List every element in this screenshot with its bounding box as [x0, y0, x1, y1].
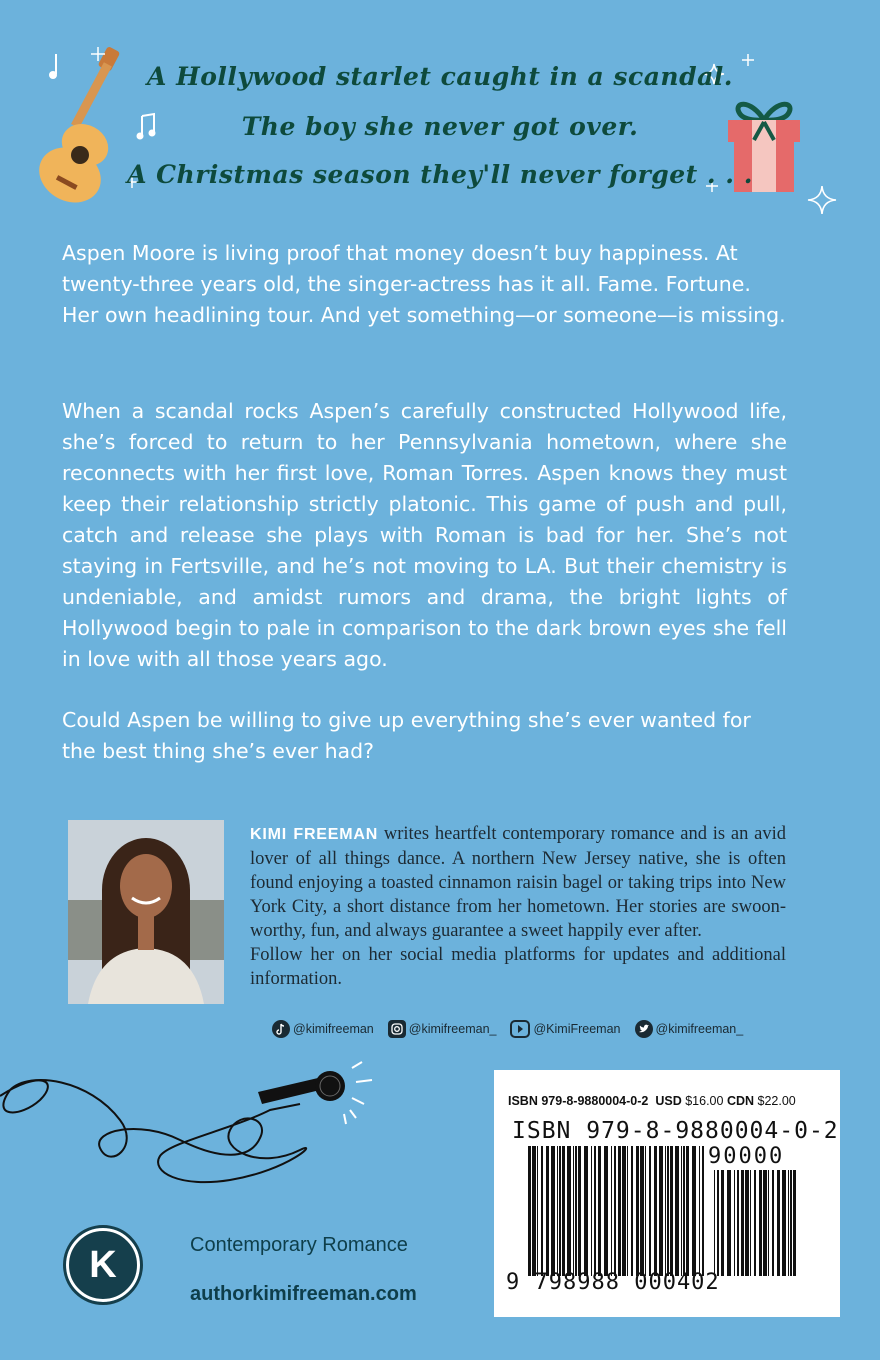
tiktok-icon	[272, 1020, 290, 1038]
barcode-bar	[584, 1146, 588, 1276]
barcode-bar	[551, 1146, 555, 1276]
barcode-bar	[675, 1146, 679, 1276]
social-tiktok[interactable]	[272, 1020, 374, 1038]
barcode-bar	[537, 1146, 538, 1276]
barcode-bar	[591, 1146, 592, 1276]
tiktok-handle: @kimifreeman	[293, 1022, 374, 1036]
cdn-price: $22.00	[757, 1094, 796, 1108]
twitter-handle: @kimifreeman_	[655, 1022, 744, 1036]
author-name: KIMI FREEMAN	[250, 826, 379, 843]
barcode-bar	[793, 1170, 796, 1276]
barcode-bar	[631, 1146, 633, 1276]
barcode-bar	[759, 1170, 762, 1276]
barcode-bar	[692, 1146, 696, 1276]
barcode-bar	[717, 1170, 719, 1276]
barcode-bar	[649, 1146, 651, 1276]
price-line	[508, 1094, 796, 1108]
barcode-bar	[714, 1170, 715, 1276]
usd-label: USD	[655, 1094, 682, 1108]
barcode-bar	[670, 1146, 673, 1276]
youtube-icon	[510, 1020, 530, 1038]
barcode-bar	[741, 1170, 744, 1276]
barcode-bar	[618, 1146, 621, 1276]
barcode-bar	[768, 1170, 769, 1276]
barcode-bar	[557, 1146, 558, 1276]
barcode-bar	[575, 1146, 577, 1276]
barcode-bar	[667, 1146, 669, 1276]
sparkle-icon	[88, 44, 108, 64]
barcode-bar	[622, 1146, 626, 1276]
barcode-bar	[737, 1170, 739, 1276]
barcode-bar	[546, 1146, 549, 1276]
youtube-handle: @KimiFreeman	[533, 1022, 621, 1036]
barcode-bar	[562, 1146, 565, 1276]
social-youtube[interactable]	[510, 1020, 620, 1038]
barcode-bar	[750, 1170, 751, 1276]
barcode-bar	[578, 1146, 581, 1276]
barcode-bar	[686, 1146, 689, 1276]
barcode-bar	[699, 1146, 700, 1276]
barcode-supplement-bars	[714, 1170, 798, 1276]
twitter-icon	[635, 1020, 653, 1038]
barcode-bar	[681, 1146, 682, 1276]
tagline-line-1: A Hollywood starlet caught in a scandal.	[147, 62, 733, 91]
barcode-bar	[559, 1146, 561, 1276]
barcode-bar	[745, 1170, 749, 1276]
barcode-bar	[772, 1170, 774, 1276]
social-links	[272, 1020, 743, 1038]
barcode-bar	[604, 1146, 608, 1276]
barcode-bar	[528, 1146, 531, 1276]
instagram-icon	[388, 1020, 406, 1038]
barcode-bar	[665, 1146, 666, 1276]
barcode-main	[528, 1146, 708, 1276]
author-bio-text: writes heartfelt contemporary romance and is an avid lover of all things dance. A northern New Jersey native, she is often found enjoying a toasted cinnamon raisin bagel or taking trips into New York City, a short distance from her hometown. Her stories are swoon-worthy, fun, and always guarantee a sweet happily ever after.	[250, 824, 786, 941]
barcode-bar	[721, 1170, 724, 1276]
social-instagram[interactable]	[388, 1020, 497, 1038]
barcode-bar	[788, 1170, 789, 1276]
barcode-bar	[659, 1146, 663, 1276]
barcode-bar	[790, 1170, 792, 1276]
barcode-bar	[541, 1146, 543, 1276]
barcode-bar	[598, 1146, 601, 1276]
tagline-line-3: A Christmas season they'll never forget . . .	[127, 160, 753, 189]
barcode-bar	[734, 1170, 735, 1276]
instagram-handle: @kimifreeman_	[408, 1022, 497, 1036]
barcode-bar	[532, 1146, 536, 1276]
genre-label: Contemporary Romance	[190, 1234, 408, 1256]
barcode-isbn-text: ISBN 979-8-9880004-0-2	[512, 1118, 839, 1144]
barcode-supplement: 90000	[708, 1144, 785, 1169]
author-photo	[68, 820, 224, 1004]
cdn-label: CDN	[726, 1094, 755, 1108]
barcode-bar	[763, 1170, 767, 1276]
barcode-bar	[782, 1170, 786, 1276]
tagline-line-2: The boy she never got over.	[241, 112, 639, 141]
barcode-bar	[777, 1170, 780, 1276]
barcode-box	[494, 1070, 840, 1317]
microphone-icon	[0, 1060, 400, 1200]
barcode-bar	[573, 1146, 574, 1276]
barcode-bar	[654, 1146, 657, 1276]
author-follow-text: Follow her on her social media platforms for updates and additional information.	[250, 945, 786, 989]
publisher-logo: K	[66, 1228, 140, 1302]
barcode-ean: 9 798988 000402	[506, 1270, 720, 1295]
price-isbn: ISBN 979-8-9880004-0-2	[508, 1094, 649, 1108]
barcode-bar	[683, 1146, 685, 1276]
usd-price: $16.00	[685, 1094, 724, 1108]
barcode-bar	[640, 1146, 644, 1276]
blurb-paragraph-2: When a scandal rocks Aspen’s carefully constructed Hollywood life, she’s forced to return to her Pennsylvania hometown, where she reconnects with her first love, Roman Torres. Aspen knows they must keep their relationship strictly platonic. This game of push and pull, catch and release she plays with Roman is bad for her. She’s not staying in Fertsville, and he’s not moving to LA. But their chemistry is undeniable, and amidst rumors and drama, the bright lights of Hollywood begin to pale in comparison to the dark brown eyes she fell in love with all those years ago.	[62, 399, 787, 671]
barcode-bar	[611, 1146, 612, 1276]
blurb-paragraph-1: Aspen Moore is living proof that money doesn’t buy happiness. At twenty-three years old, the singer-actress has it all. Fame. Fortune. Her own headlining tour. And yet something—or someone—is missing.	[62, 241, 786, 327]
barcode-bar	[627, 1146, 628, 1276]
barcode-bar	[594, 1146, 596, 1276]
social-twitter[interactable]	[635, 1020, 744, 1038]
barcode-bar	[727, 1170, 731, 1276]
barcode-bar	[702, 1146, 704, 1276]
blurb-paragraph-3: Could Aspen be willing to give up everything she’s ever wanted for the best thing she’s ever had?	[62, 708, 751, 763]
author-bio	[250, 822, 786, 991]
barcode-bar	[614, 1146, 616, 1276]
website-link[interactable]: authorkimifreeman.com	[190, 1283, 417, 1305]
barcode-bar	[754, 1170, 756, 1276]
barcode-bar	[645, 1146, 646, 1276]
barcode-bar	[636, 1146, 639, 1276]
barcode-bar	[567, 1146, 571, 1276]
